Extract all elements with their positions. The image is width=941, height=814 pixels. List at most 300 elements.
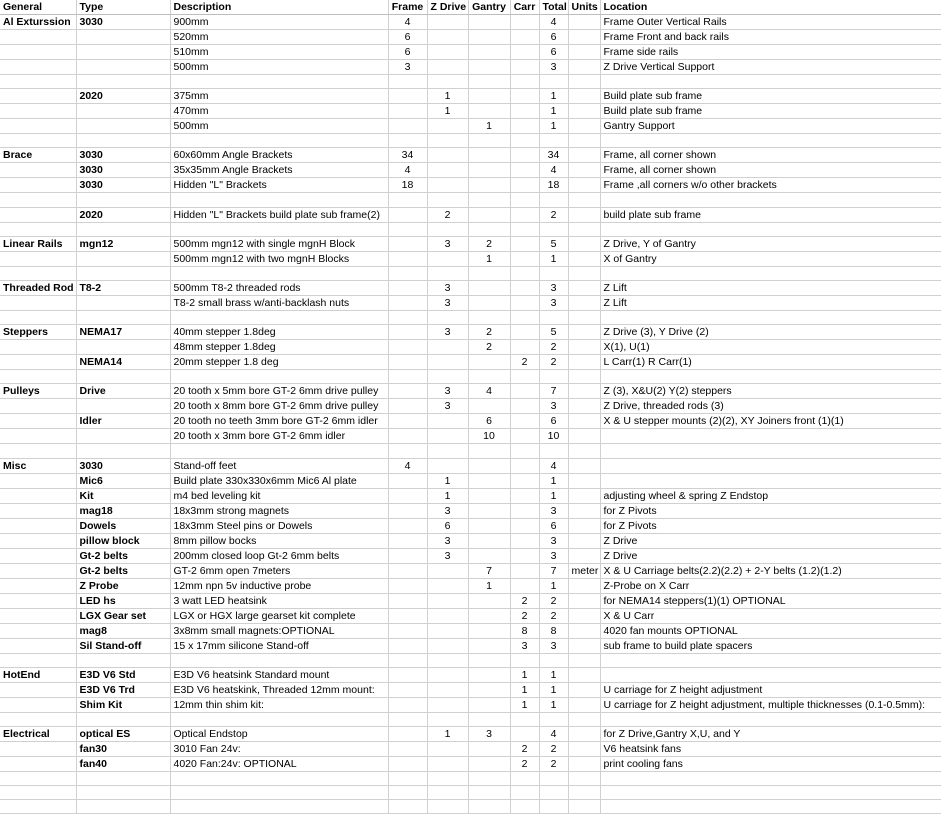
cell-total[interactable] <box>539 310 568 324</box>
cell-total[interactable] <box>539 786 568 800</box>
cell-general[interactable] <box>0 548 76 563</box>
cell-general[interactable]: Al Exturssion <box>0 15 76 30</box>
cell-frame[interactable] <box>388 236 427 251</box>
cell-location[interactable]: for NEMA14 steppers(1)(1) OPTIONAL <box>600 593 941 608</box>
cell-general[interactable]: Pulleys <box>0 384 76 399</box>
cell-frame[interactable] <box>388 667 427 682</box>
cell-type[interactable] <box>76 310 170 324</box>
cell-units[interactable] <box>568 712 600 726</box>
cell-type[interactable]: fan40 <box>76 756 170 771</box>
cell-total[interactable]: 6 <box>539 45 568 60</box>
cell-type[interactable]: NEMA17 <box>76 325 170 340</box>
cell-description[interactable]: 20 tooth x 3mm bore GT-2 6mm idler <box>170 429 388 444</box>
cell-location[interactable]: Z (3), X&U(2) Y(2) steppers <box>600 384 941 399</box>
cell-total[interactable] <box>539 266 568 280</box>
cell-description[interactable]: 18x3mm Steel pins or Dowels <box>170 518 388 533</box>
cell-total[interactable]: 2 <box>539 355 568 370</box>
cell-z-drive[interactable] <box>427 134 468 148</box>
cell-general[interactable] <box>0 340 76 355</box>
cell-description[interactable] <box>170 266 388 280</box>
cell-z-drive[interactable] <box>427 251 468 266</box>
cell-type[interactable]: Drive <box>76 384 170 399</box>
cell-gantry[interactable] <box>468 712 510 726</box>
cell-gantry[interactable] <box>468 178 510 193</box>
cell-description[interactable]: 12mm thin shim kit: <box>170 697 388 712</box>
cell-carr[interactable] <box>510 653 539 667</box>
cell-carr[interactable]: 1 <box>510 682 539 697</box>
cell-general[interactable] <box>0 593 76 608</box>
cell-units[interactable] <box>568 178 600 193</box>
cell-units[interactable] <box>568 444 600 458</box>
cell-gantry[interactable] <box>468 608 510 623</box>
cell-total[interactable] <box>539 75 568 89</box>
cell-gantry[interactable] <box>468 533 510 548</box>
cell-frame[interactable] <box>388 355 427 370</box>
cell-gantry[interactable] <box>468 370 510 384</box>
cell-frame[interactable] <box>388 444 427 458</box>
cell-description[interactable]: LGX or HGX large gearset kit complete <box>170 608 388 623</box>
cell-z-drive[interactable]: 1 <box>427 89 468 104</box>
cell-general[interactable] <box>0 473 76 488</box>
cell-total[interactable]: 2 <box>539 207 568 222</box>
cell-frame[interactable] <box>388 623 427 638</box>
cell-total[interactable]: 1 <box>539 89 568 104</box>
cell-z-drive[interactable]: 3 <box>427 399 468 414</box>
cell-total[interactable] <box>539 134 568 148</box>
cell-z-drive[interactable] <box>427 30 468 45</box>
cell-frame[interactable]: 4 <box>388 15 427 30</box>
cell-frame[interactable] <box>388 533 427 548</box>
cell-general[interactable] <box>0 533 76 548</box>
cell-z-drive[interactable] <box>427 756 468 771</box>
cell-type[interactable]: 3030 <box>76 15 170 30</box>
header-type[interactable]: Type <box>76 0 170 15</box>
cell-total[interactable] <box>539 444 568 458</box>
cell-carr[interactable] <box>510 473 539 488</box>
cell-location[interactable] <box>600 786 941 800</box>
cell-type[interactable]: 2020 <box>76 89 170 104</box>
cell-description[interactable] <box>170 712 388 726</box>
cell-carr[interactable] <box>510 548 539 563</box>
cell-z-drive[interactable]: 3 <box>427 236 468 251</box>
cell-total[interactable]: 2 <box>539 741 568 756</box>
cell-units[interactable] <box>568 15 600 30</box>
cell-location[interactable]: Frame Outer Vertical Rails <box>600 15 941 30</box>
cell-z-drive[interactable]: 2 <box>427 207 468 222</box>
cell-units[interactable] <box>568 148 600 163</box>
cell-description[interactable]: 48mm stepper 1.8deg <box>170 340 388 355</box>
cell-carr[interactable]: 8 <box>510 623 539 638</box>
cell-frame[interactable] <box>388 325 427 340</box>
cell-carr[interactable] <box>510 429 539 444</box>
cell-z-drive[interactable] <box>427 60 468 75</box>
cell-carr[interactable] <box>510 340 539 355</box>
cell-total[interactable]: 34 <box>539 148 568 163</box>
cell-z-drive[interactable] <box>427 623 468 638</box>
cell-description[interactable]: 900mm <box>170 15 388 30</box>
cell-total[interactable]: 3 <box>539 399 568 414</box>
cell-gantry[interactable] <box>468 518 510 533</box>
cell-type[interactable] <box>76 712 170 726</box>
cell-frame[interactable] <box>388 399 427 414</box>
cell-z-drive[interactable] <box>427 119 468 134</box>
cell-location[interactable]: Z-Probe on X Carr <box>600 578 941 593</box>
cell-z-drive[interactable] <box>427 222 468 236</box>
cell-gantry[interactable] <box>468 697 510 712</box>
cell-total[interactable]: 4 <box>539 15 568 30</box>
cell-gantry[interactable]: 6 <box>468 414 510 429</box>
cell-units[interactable] <box>568 593 600 608</box>
cell-gantry[interactable] <box>468 104 510 119</box>
cell-description[interactable]: 8mm pillow bocks <box>170 533 388 548</box>
cell-type[interactable]: NEMA14 <box>76 355 170 370</box>
cell-carr[interactable] <box>510 578 539 593</box>
cell-z-drive[interactable] <box>427 444 468 458</box>
cell-location[interactable] <box>600 458 941 473</box>
cell-frame[interactable]: 6 <box>388 30 427 45</box>
cell-type[interactable]: T8-2 <box>76 280 170 295</box>
cell-frame[interactable] <box>388 771 427 785</box>
cell-gantry[interactable] <box>468 488 510 503</box>
cell-general[interactable] <box>0 488 76 503</box>
cell-gantry[interactable] <box>468 222 510 236</box>
cell-gantry[interactable]: 1 <box>468 578 510 593</box>
cell-description[interactable]: 18x3mm strong magnets <box>170 503 388 518</box>
cell-frame[interactable] <box>388 75 427 89</box>
cell-general[interactable] <box>0 45 76 60</box>
cell-units[interactable] <box>568 488 600 503</box>
cell-frame[interactable] <box>388 280 427 295</box>
cell-gantry[interactable]: 4 <box>468 384 510 399</box>
cell-description[interactable]: E3D V6 heatskink, Threaded 12mm mount: <box>170 682 388 697</box>
cell-z-drive[interactable]: 3 <box>427 533 468 548</box>
cell-carr[interactable] <box>510 134 539 148</box>
cell-gantry[interactable] <box>468 638 510 653</box>
cell-description[interactable]: 40mm stepper 1.8deg <box>170 325 388 340</box>
cell-total[interactable]: 10 <box>539 429 568 444</box>
cell-description[interactable]: 510mm <box>170 45 388 60</box>
cell-general[interactable] <box>0 697 76 712</box>
cell-frame[interactable] <box>388 488 427 503</box>
cell-general[interactable] <box>0 786 76 800</box>
cell-frame[interactable] <box>388 726 427 741</box>
cell-total[interactable]: 3 <box>539 548 568 563</box>
cell-units[interactable] <box>568 667 600 682</box>
cell-total[interactable]: 4 <box>539 458 568 473</box>
cell-total[interactable]: 2 <box>539 340 568 355</box>
cell-z-drive[interactable] <box>427 178 468 193</box>
cell-type[interactable]: pillow block <box>76 533 170 548</box>
cell-gantry[interactable] <box>468 295 510 310</box>
cell-units[interactable] <box>568 697 600 712</box>
cell-frame[interactable] <box>388 563 427 578</box>
cell-frame[interactable] <box>388 134 427 148</box>
cell-description[interactable]: 3010 Fan 24v: <box>170 741 388 756</box>
cell-z-drive[interactable]: 6 <box>427 518 468 533</box>
cell-units[interactable] <box>568 533 600 548</box>
cell-z-drive[interactable] <box>427 340 468 355</box>
cell-frame[interactable]: 18 <box>388 178 427 193</box>
cell-type[interactable]: 3030 <box>76 178 170 193</box>
cell-frame[interactable] <box>388 295 427 310</box>
cell-carr[interactable]: 2 <box>510 608 539 623</box>
cell-description[interactable]: 520mm <box>170 30 388 45</box>
cell-z-drive[interactable] <box>427 771 468 785</box>
cell-total[interactable]: 2 <box>539 756 568 771</box>
cell-total[interactable] <box>539 370 568 384</box>
cell-z-drive[interactable] <box>427 563 468 578</box>
cell-frame[interactable] <box>388 266 427 280</box>
cell-location[interactable]: X of Gantry <box>600 251 941 266</box>
cell-units[interactable] <box>568 45 600 60</box>
cell-units[interactable] <box>568 458 600 473</box>
cell-units[interactable] <box>568 370 600 384</box>
cell-location[interactable]: Z Drive <box>600 548 941 563</box>
cell-carr[interactable] <box>510 310 539 324</box>
cell-units[interactable] <box>568 682 600 697</box>
cell-general[interactable] <box>0 563 76 578</box>
cell-units[interactable] <box>568 266 600 280</box>
cell-units[interactable] <box>568 325 600 340</box>
cell-gantry[interactable] <box>468 310 510 324</box>
cell-carr[interactable] <box>510 503 539 518</box>
cell-location[interactable]: Frame Front and back rails <box>600 30 941 45</box>
cell-total[interactable]: 6 <box>539 414 568 429</box>
cell-location[interactable]: Frame, all corner shown <box>600 148 941 163</box>
cell-frame[interactable] <box>388 340 427 355</box>
cell-total[interactable]: 3 <box>539 280 568 295</box>
cell-type[interactable]: Gt-2 belts <box>76 563 170 578</box>
cell-general[interactable] <box>0 800 76 814</box>
cell-carr[interactable]: 2 <box>510 355 539 370</box>
cell-gantry[interactable] <box>468 786 510 800</box>
header-frame[interactable]: Frame <box>388 0 427 15</box>
cell-description[interactable]: 20 tooth no teeth 3mm bore GT-2 6mm idler <box>170 414 388 429</box>
cell-gantry[interactable] <box>468 134 510 148</box>
cell-location[interactable]: build plate sub frame <box>600 207 941 222</box>
cell-location[interactable] <box>600 800 941 814</box>
cell-description[interactable]: Hidden "L" Brackets <box>170 178 388 193</box>
cell-type[interactable] <box>76 75 170 89</box>
cell-frame[interactable] <box>388 518 427 533</box>
cell-general[interactable]: Electrical <box>0 726 76 741</box>
cell-gantry[interactable] <box>468 548 510 563</box>
cell-carr[interactable] <box>510 786 539 800</box>
cell-location[interactable]: X & U Carriage belts(2.2)(2.2) + 2-Y belts (1.2)(1.2) <box>600 563 941 578</box>
cell-general[interactable] <box>0 193 76 207</box>
cell-description[interactable]: 20mm stepper 1.8 deg <box>170 355 388 370</box>
cell-carr[interactable] <box>510 60 539 75</box>
cell-general[interactable] <box>0 771 76 785</box>
cell-frame[interactable] <box>388 414 427 429</box>
cell-location[interactable]: print cooling fans <box>600 756 941 771</box>
cell-z-drive[interactable]: 3 <box>427 384 468 399</box>
cell-frame[interactable] <box>388 119 427 134</box>
cell-general[interactable]: Brace <box>0 148 76 163</box>
cell-type[interactable] <box>76 45 170 60</box>
cell-z-drive[interactable] <box>427 608 468 623</box>
cell-carr[interactable] <box>510 251 539 266</box>
cell-frame[interactable] <box>388 548 427 563</box>
cell-description[interactable] <box>170 370 388 384</box>
cell-z-drive[interactable] <box>427 429 468 444</box>
cell-location[interactable]: V6 heatsink fans <box>600 741 941 756</box>
cell-units[interactable] <box>568 193 600 207</box>
cell-total[interactable]: 4 <box>539 726 568 741</box>
cell-gantry[interactable] <box>468 771 510 785</box>
cell-carr[interactable] <box>510 119 539 134</box>
cell-units[interactable] <box>568 503 600 518</box>
cell-type[interactable]: 3030 <box>76 458 170 473</box>
cell-description[interactable] <box>170 786 388 800</box>
cell-general[interactable]: Threaded Rod <box>0 280 76 295</box>
cell-type[interactable]: Z Probe <box>76 578 170 593</box>
cell-gantry[interactable] <box>468 653 510 667</box>
cell-z-drive[interactable] <box>427 266 468 280</box>
cell-carr[interactable] <box>510 518 539 533</box>
cell-total[interactable]: 6 <box>539 518 568 533</box>
cell-description[interactable] <box>170 800 388 814</box>
header-description[interactable]: Description <box>170 0 388 15</box>
cell-carr[interactable] <box>510 89 539 104</box>
cell-gantry[interactable]: 2 <box>468 325 510 340</box>
cell-frame[interactable] <box>388 251 427 266</box>
cell-units[interactable] <box>568 429 600 444</box>
cell-frame[interactable] <box>388 104 427 119</box>
cell-units[interactable] <box>568 222 600 236</box>
cell-location[interactable]: Frame, all corner shown <box>600 163 941 178</box>
cell-carr[interactable]: 2 <box>510 756 539 771</box>
cell-units[interactable] <box>568 518 600 533</box>
cell-location[interactable]: Z Drive Vertical Support <box>600 60 941 75</box>
cell-location[interactable]: Z Lift <box>600 295 941 310</box>
cell-z-drive[interactable] <box>427 310 468 324</box>
cell-z-drive[interactable] <box>427 15 468 30</box>
cell-description[interactable]: 20 tooth x 5mm bore GT-2 6mm drive pulley <box>170 384 388 399</box>
cell-description[interactable]: 3x8mm small magnets:OPTIONAL <box>170 623 388 638</box>
cell-general[interactable] <box>0 207 76 222</box>
cell-general[interactable]: Linear Rails <box>0 236 76 251</box>
cell-gantry[interactable] <box>468 60 510 75</box>
cell-type[interactable]: mgn12 <box>76 236 170 251</box>
cell-carr[interactable] <box>510 148 539 163</box>
cell-description[interactable] <box>170 222 388 236</box>
cell-type[interactable] <box>76 399 170 414</box>
cell-general[interactable] <box>0 712 76 726</box>
cell-units[interactable] <box>568 726 600 741</box>
cell-gantry[interactable] <box>468 473 510 488</box>
cell-location[interactable]: Build plate sub frame <box>600 89 941 104</box>
cell-description[interactable]: E3D V6 heatsink Standard mount <box>170 667 388 682</box>
cell-units[interactable] <box>568 800 600 814</box>
cell-general[interactable]: Steppers <box>0 325 76 340</box>
cell-description[interactable]: 60x60mm Angle Brackets <box>170 148 388 163</box>
cell-gantry[interactable] <box>468 30 510 45</box>
cell-units[interactable] <box>568 623 600 638</box>
cell-location[interactable]: for Z Pivots <box>600 503 941 518</box>
cell-frame[interactable] <box>388 503 427 518</box>
cell-gantry[interactable] <box>468 800 510 814</box>
cell-total[interactable]: 5 <box>539 325 568 340</box>
cell-description[interactable]: 35x35mm Angle Brackets <box>170 163 388 178</box>
cell-z-drive[interactable] <box>427 800 468 814</box>
cell-gantry[interactable] <box>468 355 510 370</box>
cell-type[interactable] <box>76 222 170 236</box>
cell-gantry[interactable] <box>468 399 510 414</box>
cell-location[interactable]: Build plate sub frame <box>600 104 941 119</box>
cell-description[interactable]: 15 x 17mm silicone Stand-off <box>170 638 388 653</box>
cell-type[interactable]: 2020 <box>76 207 170 222</box>
cell-frame[interactable] <box>388 800 427 814</box>
cell-location[interactable]: Z Drive, Y of Gantry <box>600 236 941 251</box>
cell-location[interactable]: for Z Drive,Gantry X,U, and Y <box>600 726 941 741</box>
cell-gantry[interactable] <box>468 741 510 756</box>
cell-frame[interactable] <box>388 222 427 236</box>
cell-type[interactable]: optical ES <box>76 726 170 741</box>
cell-total[interactable] <box>539 771 568 785</box>
cell-carr[interactable] <box>510 533 539 548</box>
cell-total[interactable]: 1 <box>539 473 568 488</box>
cell-frame[interactable] <box>388 756 427 771</box>
cell-type[interactable]: 3030 <box>76 148 170 163</box>
cell-total[interactable] <box>539 222 568 236</box>
cell-location[interactable]: X & U Carr <box>600 608 941 623</box>
cell-total[interactable]: 1 <box>539 104 568 119</box>
cell-location[interactable] <box>600 444 941 458</box>
cell-z-drive[interactable] <box>427 712 468 726</box>
cell-carr[interactable] <box>510 325 539 340</box>
cell-frame[interactable]: 3 <box>388 60 427 75</box>
cell-general[interactable] <box>0 251 76 266</box>
cell-units[interactable] <box>568 578 600 593</box>
cell-type[interactable]: fan30 <box>76 741 170 756</box>
cell-type[interactable] <box>76 266 170 280</box>
header-general[interactable]: General <box>0 0 76 15</box>
cell-general[interactable]: Misc <box>0 458 76 473</box>
cell-frame[interactable] <box>388 638 427 653</box>
cell-total[interactable]: 3 <box>539 60 568 75</box>
cell-general[interactable] <box>0 75 76 89</box>
cell-gantry[interactable] <box>468 45 510 60</box>
cell-general[interactable] <box>0 222 76 236</box>
cell-units[interactable] <box>568 473 600 488</box>
cell-description[interactable] <box>170 310 388 324</box>
cell-description[interactable]: GT-2 6mm open 7meters <box>170 563 388 578</box>
cell-units[interactable] <box>568 414 600 429</box>
cell-total[interactable]: 3 <box>539 638 568 653</box>
cell-location[interactable] <box>600 193 941 207</box>
cell-carr[interactable] <box>510 563 539 578</box>
cell-units[interactable] <box>568 548 600 563</box>
cell-general[interactable] <box>0 104 76 119</box>
cell-location[interactable]: for Z Pivots <box>600 518 941 533</box>
cell-frame[interactable] <box>388 741 427 756</box>
header-total[interactable]: Total <box>539 0 568 15</box>
cell-type[interactable]: Shim Kit <box>76 697 170 712</box>
cell-location[interactable] <box>600 75 941 89</box>
cell-description[interactable]: Hidden "L" Brackets build plate sub frame(2) <box>170 207 388 222</box>
cell-z-drive[interactable] <box>427 682 468 697</box>
cell-location[interactable]: X(1), U(1) <box>600 340 941 355</box>
cell-type[interactable] <box>76 193 170 207</box>
cell-carr[interactable] <box>510 75 539 89</box>
header-carr[interactable]: Carr <box>510 0 539 15</box>
cell-units[interactable] <box>568 236 600 251</box>
cell-type[interactable] <box>76 60 170 75</box>
cell-type[interactable]: 3030 <box>76 163 170 178</box>
cell-location[interactable] <box>600 429 941 444</box>
cell-general[interactable] <box>0 682 76 697</box>
